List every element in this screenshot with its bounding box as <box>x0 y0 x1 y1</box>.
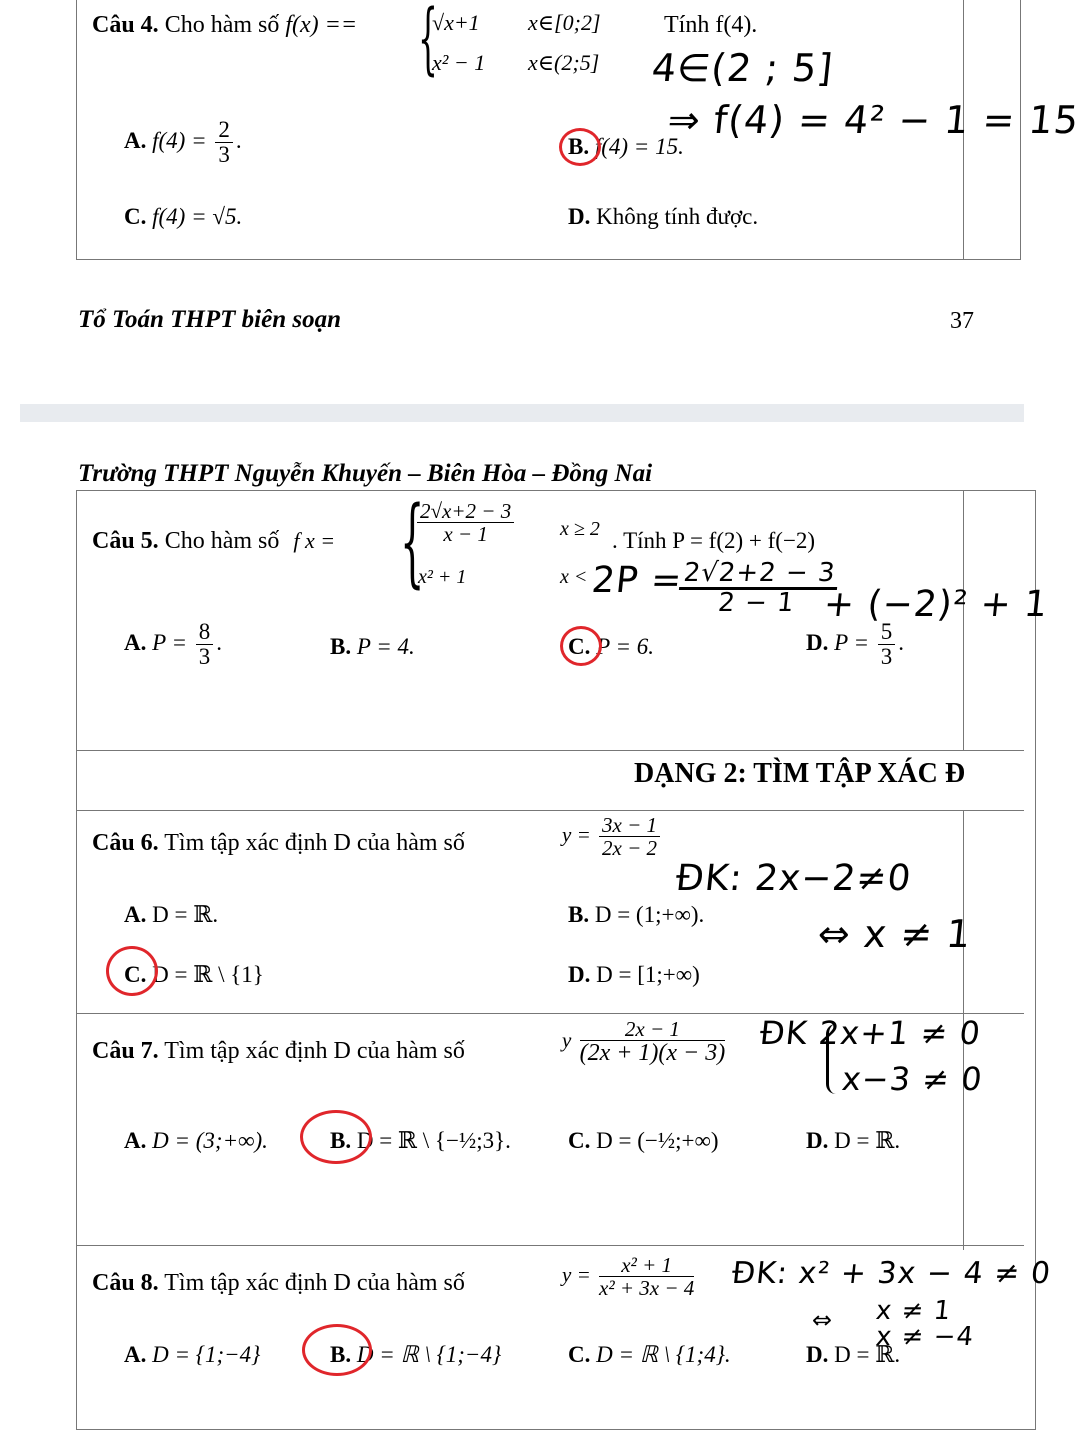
piecewise-brace: { <box>418 0 438 84</box>
q7-handwritten-condition-2: x−3 ≠ 0 <box>840 1060 985 1098</box>
section-heading: DẠNG 2: TÌM TẬP XÁC Đ <box>634 758 966 789</box>
q4-cond-1: x∈[0;2] <box>528 10 601 35</box>
q8-option-b[interactable]: B. D = ℝ \ {1;−4} <box>330 1342 502 1367</box>
q4-case-2: x² − 1 <box>432 50 486 75</box>
q7-handwritten-condition-1: ĐK 2x+1 ≠ 0 <box>758 1014 983 1052</box>
q7-option-a[interactable]: A. D = (3;+∞). <box>124 1128 268 1153</box>
q8-option-d[interactable]: D. D = ℝ. <box>806 1342 901 1367</box>
q8-option-c[interactable]: C. D = ℝ \ {1;4}. <box>568 1342 731 1367</box>
q8-handwritten-root-2: x ≠ −4 <box>874 1322 976 1352</box>
q6-option-c[interactable]: C. D = ℝ \ {1} <box>124 962 264 987</box>
q6-handwritten-condition: ĐK: 2x−2≠0 <box>673 858 914 899</box>
q5-cond-2: x < <box>560 566 588 588</box>
q4-cond-2: x∈(2;5] <box>528 50 600 75</box>
q4-ask: Tính f(4). <box>664 12 758 38</box>
question-6-stem: Câu 6. Tìm tập xác định D của hàm số <box>92 830 465 856</box>
answer-circle-q6 <box>106 946 158 996</box>
q5-ask: . Tính P = f(2) + f(−2) <box>612 528 816 553</box>
q5-case-1: $\frac{2√x+2 - 3}{x - 1}$ <box>414 500 517 545</box>
q7-option-b[interactable]: B. D = ℝ \ {−½;3}. <box>330 1128 511 1153</box>
q6-option-d[interactable]: D. D = [1;+∞) <box>568 962 700 987</box>
q8-handwritten-root-1: x ≠ 1 <box>874 1296 953 1326</box>
question-5-stem: Câu 5. Cho hàm số f x = <box>92 528 336 554</box>
q5-handwritten-rhs: + (−2)² + 1 <box>821 584 1051 625</box>
footer-page-number: 37 <box>950 308 974 334</box>
question-4-stem: Câu 4. Cho hàm số f(x) == <box>92 12 358 38</box>
footer-author: Tổ Toán THPT biên soạn <box>78 306 341 333</box>
q7-handwritten-brace <box>826 1024 839 1094</box>
question-7-stem: Câu 7. Tìm tập xác định D của hàm số <box>92 1038 465 1064</box>
q6-option-b[interactable]: B. D = (1;+∞). <box>568 902 705 927</box>
q8-option-a[interactable]: A. D = {1;−4} <box>124 1342 261 1367</box>
q7-option-c[interactable]: C. D = (−½;+∞) <box>568 1128 719 1153</box>
q5-handwritten-fraction: $\frac{2√2+2 - 3}{2 - 1}$ <box>673 560 843 618</box>
q4-case-1: √x+1 <box>432 10 480 35</box>
q8-handwritten-equiv: ⇔ <box>810 1306 835 1334</box>
q5-cond-1: x ≥ 2 <box>560 518 600 540</box>
q4-handwritten-note-2: ⇒ f(4) = 4² − 1 = 15 <box>665 98 1081 142</box>
q5-option-d[interactable]: D. P = $\frac{5}{3}$ . <box>806 619 905 670</box>
q4-option-d[interactable]: D. Không tính được. <box>568 204 759 229</box>
q5-case-2: x² + 1 <box>418 566 467 588</box>
q7-function: y $\frac{2x - 1}{(2x + 1)(x - 3)}$ <box>562 1017 726 1067</box>
q4-option-b[interactable]: B. f(4) = 15. <box>568 134 684 159</box>
answer-circle-q4 <box>559 128 601 166</box>
answer-circle-q8 <box>302 1324 372 1376</box>
q8-function: y = $\frac{\text{x² + 1}}{\text{x² + 3x − 4}}$ <box>562 1253 695 1301</box>
page-separator <box>20 404 1024 422</box>
q5-option-b[interactable]: B. P = 4. <box>330 634 415 659</box>
q5-piecewise-brace: { <box>400 486 425 598</box>
q4-option-a[interactable]: A. f(4) = $\frac{2}{3}$ . <box>124 117 242 168</box>
row-line-2 <box>76 810 1024 811</box>
page-header: Trường THPT Nguyễn Khuyến – Biên Hòa – Đồng Nai <box>78 460 653 487</box>
q4-handwritten-note-1: 4∈(2 ; 5] <box>649 46 836 90</box>
row-line-4 <box>76 1245 1024 1246</box>
q6-handwritten-result: ⇔ x ≠ 1 <box>815 912 974 956</box>
question-8-stem: Câu 8. Tìm tập xác định D của hàm số <box>92 1270 465 1296</box>
q7-option-d[interactable]: D. D = ℝ. <box>806 1128 901 1153</box>
answer-circle-q7 <box>300 1110 372 1164</box>
q6-option-a[interactable]: A. D = ℝ. <box>124 902 219 927</box>
q4-option-c[interactable]: C. f(4) = √5. <box>124 204 243 229</box>
q6-function: y = $\frac{3x - 1}{2x - 2}$ <box>562 814 663 859</box>
answer-circle-q5 <box>560 626 602 666</box>
q5-handwritten-lhs: 2P = <box>589 560 685 601</box>
row-line-1 <box>76 750 1024 751</box>
q5-option-a[interactable]: A. P = $\frac{8}{3}$ . <box>124 619 223 670</box>
q5-option-c[interactable]: C. P = 6. <box>568 634 655 659</box>
q8-handwritten-condition: ĐK: x² + 3x − 4 ≠ 0 <box>730 1256 1053 1291</box>
